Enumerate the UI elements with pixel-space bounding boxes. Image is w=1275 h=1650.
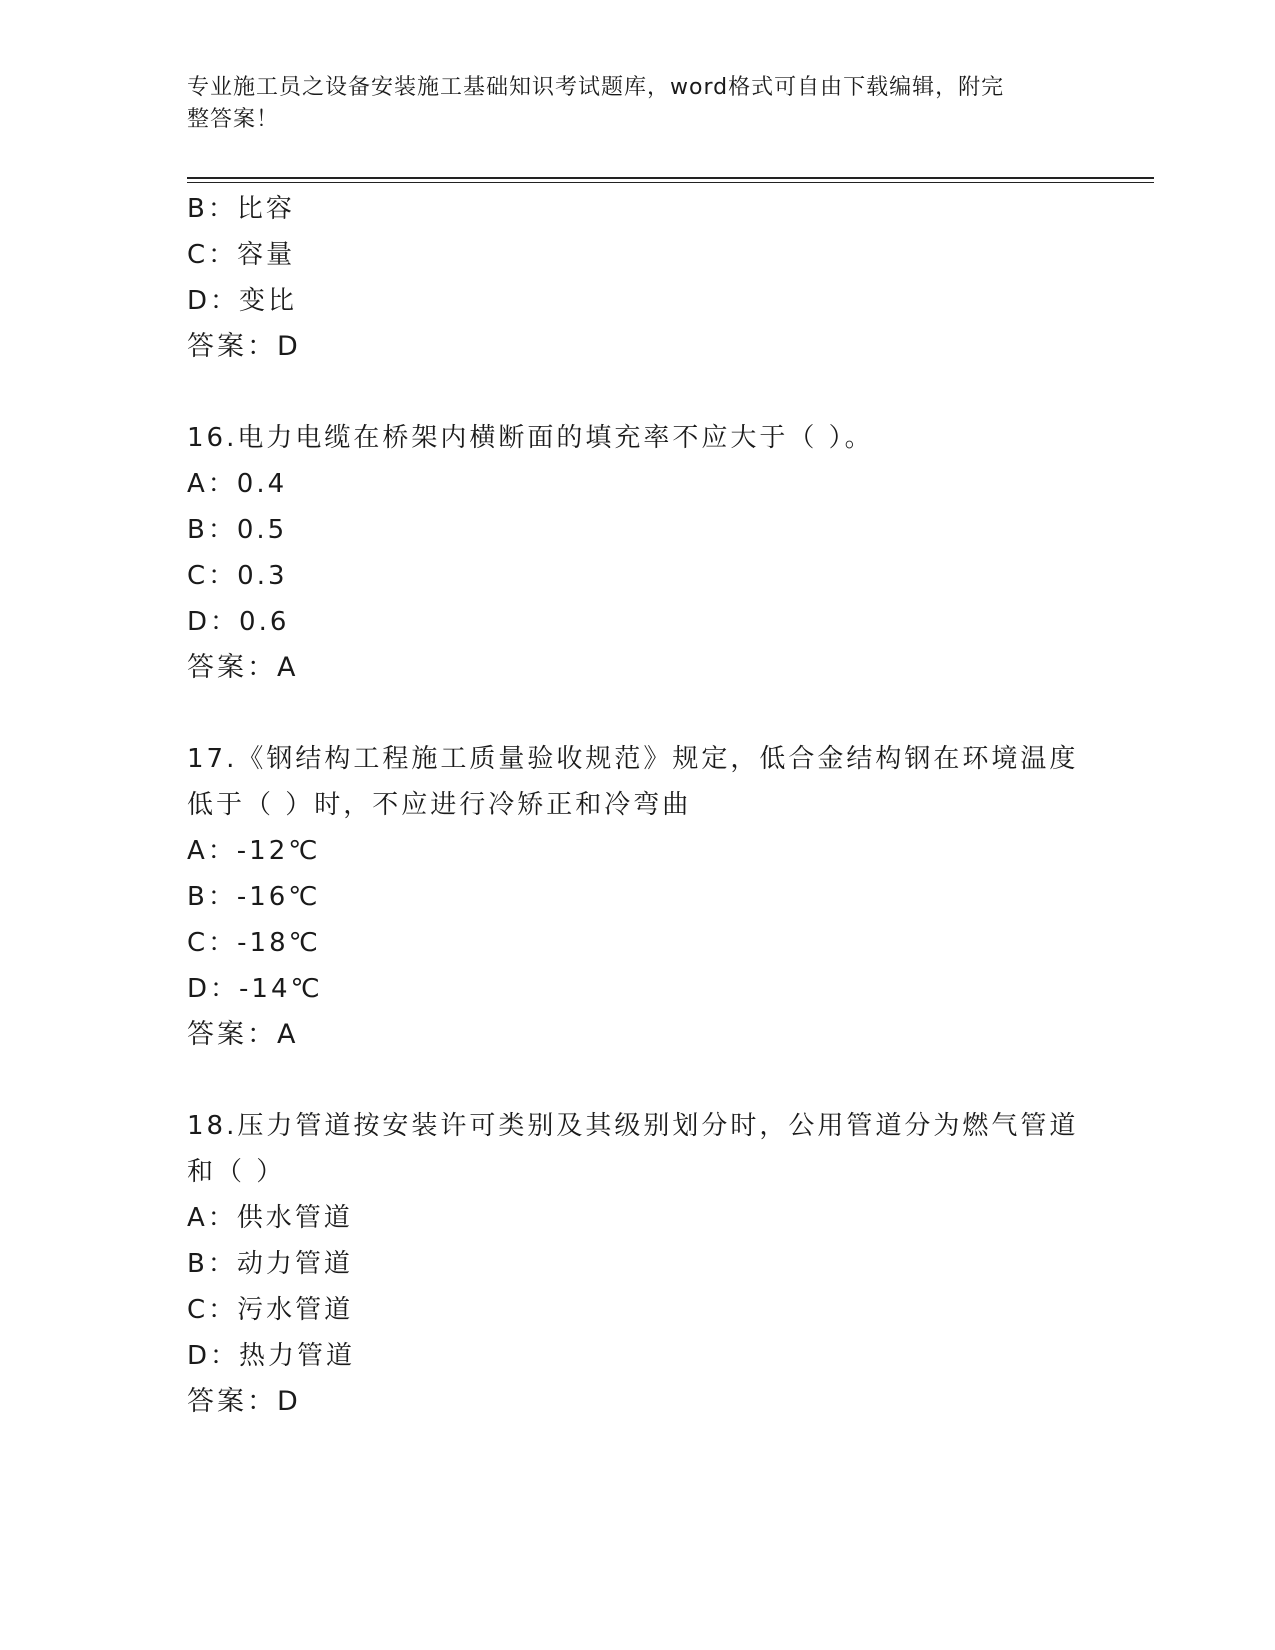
answer-line: 答案：A: [187, 1019, 299, 1050]
question-stem-line-2: 低于（ ）时，不应进行冷矫正和冷弯曲: [187, 790, 692, 820]
option-d: D：热力管道: [187, 1341, 356, 1371]
option-b: B：比容: [187, 194, 295, 224]
question-stem-line-2: 和（ ）: [187, 1157, 286, 1187]
question-stem: 16.电力电缆在桥架内横断面的填充率不应大于（ ）。: [187, 423, 874, 453]
header-divider-thick: [187, 177, 1154, 179]
header-line-1: 专业施工员之设备安装施工基础知识考试题库，word格式可自由下载编辑，附完: [187, 75, 1005, 100]
document-header: [187, 72, 1067, 136]
question-18: [187, 1103, 1087, 1425]
header-line-2: 整答案！: [187, 107, 280, 132]
header-divider-thin: [187, 182, 1154, 183]
option-c: C：0.3: [187, 561, 288, 591]
question-16: [187, 415, 1087, 691]
option-a: A：供水管道: [187, 1203, 353, 1233]
answer-line: 答案：D: [187, 331, 301, 362]
question-spacer: [187, 370, 1087, 415]
option-c: C：-18℃: [187, 928, 321, 958]
option-d: D：变比: [187, 286, 298, 316]
continued-question: [187, 186, 1087, 370]
answer-line: 答案：A: [187, 652, 299, 683]
question-stem-line-1: 18.压力管道按安装许可类别及其级别划分时，公用管道分为燃气管道: [187, 1111, 1079, 1141]
option-c: C：污水管道: [187, 1295, 354, 1325]
question-stem-line-1: 17.《钢结构工程施工质量验收规范》规定，低合金结构钢在环境温度: [187, 744, 1079, 774]
option-a: A：-12℃: [187, 836, 321, 866]
question-17: [187, 736, 1087, 1058]
option-a: A：0.4: [187, 469, 288, 499]
option-b: B：-16℃: [187, 882, 321, 912]
question-list: [187, 186, 1087, 1425]
option-b: B：动力管道: [187, 1249, 353, 1279]
question-spacer: [187, 1058, 1087, 1103]
answer-line: 答案：D: [187, 1386, 301, 1417]
option-d: D：0.6: [187, 607, 290, 637]
question-spacer: [187, 691, 1087, 736]
option-b: B：0.5: [187, 515, 288, 545]
option-d: D：-14℃: [187, 974, 323, 1004]
option-c: C：容量: [187, 240, 296, 270]
